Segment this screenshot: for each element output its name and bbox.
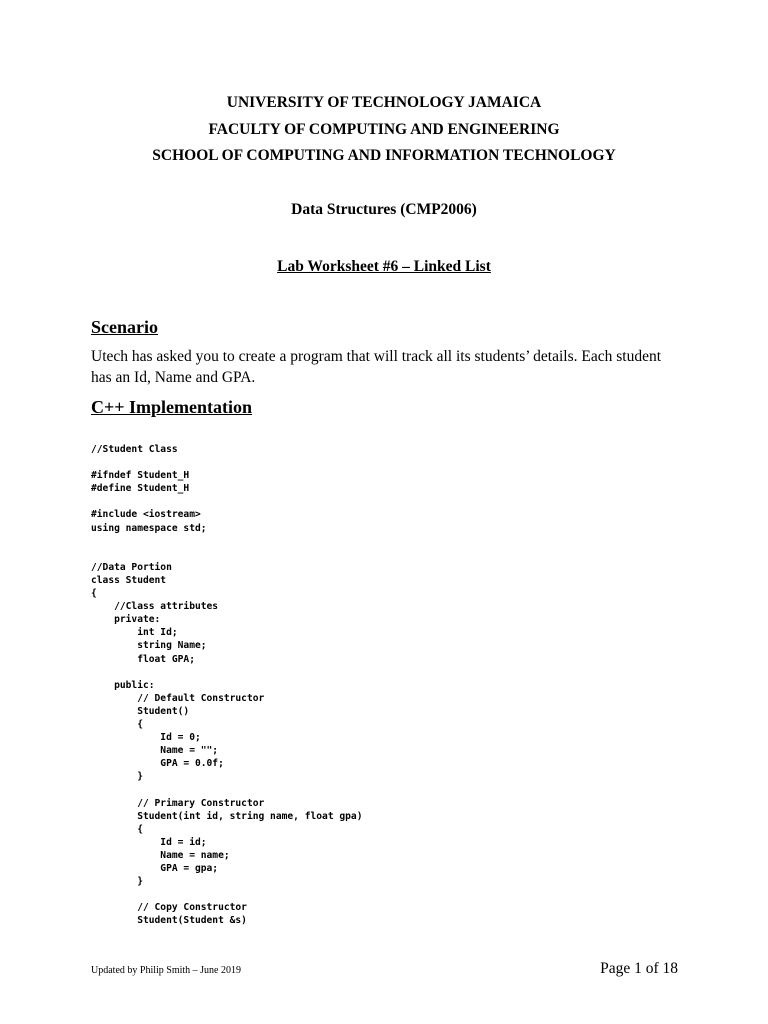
- code-line: {: [91, 588, 97, 600]
- footer-updated: Updated by Philip Smith – June 2019: [91, 965, 241, 976]
- code-line: }: [91, 876, 143, 888]
- code-line: #ifndef Student_H: [91, 470, 190, 482]
- code-line: [91, 495, 691, 508]
- faculty-title: FACULTY OF COMPUTING AND ENGINEERING: [208, 121, 560, 138]
- code-line: #define Student_H: [91, 483, 190, 495]
- code-line: // Copy Constructor: [91, 902, 247, 914]
- scenario-text: Utech has asked you to create a program that will track all its students’ details. Each student has an Id, Name and GPA.: [91, 348, 662, 386]
- implementation-heading: C++ Implementation: [91, 397, 253, 417]
- worksheet-title: [0, 258, 768, 276]
- code-line: Student(): [91, 705, 190, 717]
- code-line: Id = id;: [91, 836, 207, 848]
- code-line: {: [91, 823, 143, 835]
- code-block: [91, 443, 691, 927]
- code-line: [91, 783, 691, 796]
- code-line: [91, 888, 691, 901]
- scenario-heading: Scenario: [91, 317, 158, 337]
- code-line: [91, 535, 691, 548]
- code-line: Student(int id, string name, float gpa): [91, 810, 363, 822]
- code-line: GPA = gpa;: [91, 863, 219, 874]
- page-number: Page 1 of 18: [600, 960, 678, 977]
- code-line: using namespace std;: [91, 522, 207, 534]
- worksheet-title-text: Lab Worksheet #6 – Linked List: [277, 258, 491, 275]
- code-line: private:: [91, 614, 161, 626]
- code-line: [91, 548, 691, 561]
- code-line: //Class attributes: [91, 601, 219, 613]
- code-line: }: [91, 771, 143, 783]
- code-line: // Primary Constructor: [91, 797, 265, 809]
- code-line: Name = name;: [91, 849, 230, 861]
- course-title: Data Structures (CMP2006): [291, 201, 477, 218]
- code-line: {: [91, 718, 143, 730]
- code-line: string Name;: [91, 640, 207, 652]
- code-line: Student(Student &s): [91, 915, 247, 927]
- school-title: SCHOOL OF COMPUTING AND INFORMATION TECHNOLOGY: [152, 147, 616, 164]
- code-line: public:: [91, 679, 155, 691]
- code-line: #include <iostream>: [91, 509, 201, 521]
- code-line: Id = 0;: [91, 732, 201, 744]
- code-line: //Data Portion: [91, 561, 172, 573]
- code-line: // Default Constructor: [91, 692, 265, 704]
- code-line: class Student: [91, 574, 167, 586]
- code-line: [91, 666, 691, 679]
- code-line: [91, 456, 691, 469]
- code-line: float GPA;: [91, 653, 195, 665]
- university-title: UNIVERSITY OF TECHNOLOGY JAMAICA: [226, 94, 542, 111]
- code-line: //Student Class: [91, 444, 178, 455]
- code-line: int Id;: [91, 627, 178, 639]
- code-line: GPA = 0.0f;: [91, 758, 224, 770]
- code-line: Name = "";: [91, 745, 219, 757]
